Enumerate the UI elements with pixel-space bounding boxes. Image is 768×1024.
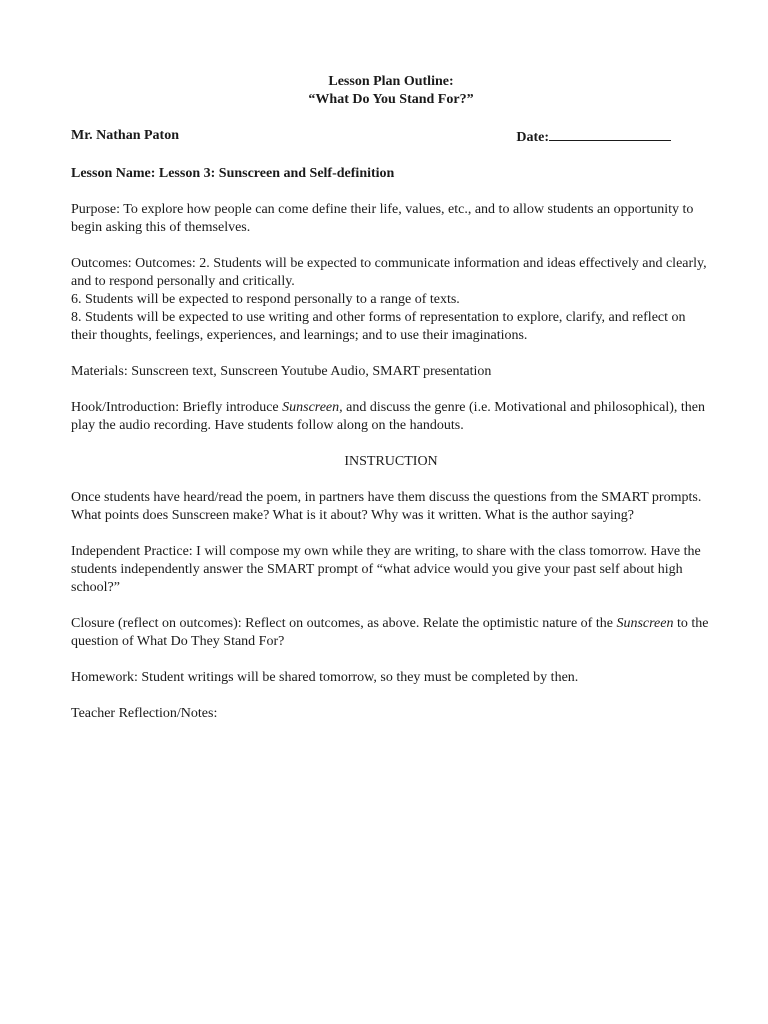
materials-section: Materials: Sunscreen text, Sunscreen Youtube Audio, SMART presentation [71, 364, 492, 379]
teacher-date-row [71, 127, 711, 147]
teacher-name: Mr. Nathan Paton [71, 128, 179, 143]
hook-text-before: Hook/Introduction: Briefly introduce [71, 400, 283, 415]
outcomes-section [71, 255, 711, 345]
outcome-line-1: Outcomes: Outcomes: 2. Students will be expected to communicate information and ideas effectively and clearly, and to respond personally and critically. [71, 256, 707, 289]
hook-section [71, 399, 711, 435]
closure-section [71, 615, 711, 651]
outcome-line-2: 6. Students will be expected to respond personally to a range of texts. [71, 292, 460, 307]
closure-text-italic: Sunscreen [616, 616, 674, 631]
date-field [516, 127, 671, 147]
homework-section: Homework: Student writings will be shared tomorrow, so they must be completed by then. [71, 670, 579, 685]
teacher-reflection-section: Teacher Reflection/Notes: [71, 706, 218, 721]
purpose-section: Purpose: To explore how people can come define their life, values, etc., and to allow students an opportunity to begin asking this of themselves. [71, 202, 694, 235]
document-title-line-2: “What Do You Stand For?” [308, 92, 474, 107]
closure-text-after: to the question of What Do They Stand For? [71, 616, 709, 649]
date-label: Date: [516, 130, 549, 145]
hook-text-italic: Sunscreen, [282, 400, 343, 415]
document-content [71, 73, 711, 723]
document-title-line-1: Lesson Plan Outline: [328, 74, 454, 89]
hook-text-after: and discuss the genre (i.e. Motivational and philosophical), then play the audio recording. Have students follow along on the handouts. [71, 400, 706, 433]
closure-text-before: Closure (reflect on outcomes): Reflect on outcomes, as above. Relate the optimistic nature of the [71, 616, 617, 631]
date-blank-line [549, 127, 671, 141]
instruction-heading: INSTRUCTION [344, 454, 438, 469]
lesson-name: Lesson Name: Lesson 3: Sunscreen and Self-definition [71, 166, 395, 181]
independent-practice-section: Independent Practice: I will compose my own while they are writing, to share with the class tomorrow. Have the students independently answer the SMART prompt of “what advice would you give your past self about high school?” [71, 544, 701, 595]
outcome-line-3: 8. Students will be expected to use writing and other forms of representation to explore, clarify, and reflect on their thoughts, feelings, experiences, and learnings; and to use their imaginations. [71, 310, 686, 343]
instruction-text: Once students have heard/read the poem, in partners have them discuss the questions from the SMART prompts. What points does Sunscreen make? What is it about? Why was it written. What is the author saying? [71, 490, 702, 523]
